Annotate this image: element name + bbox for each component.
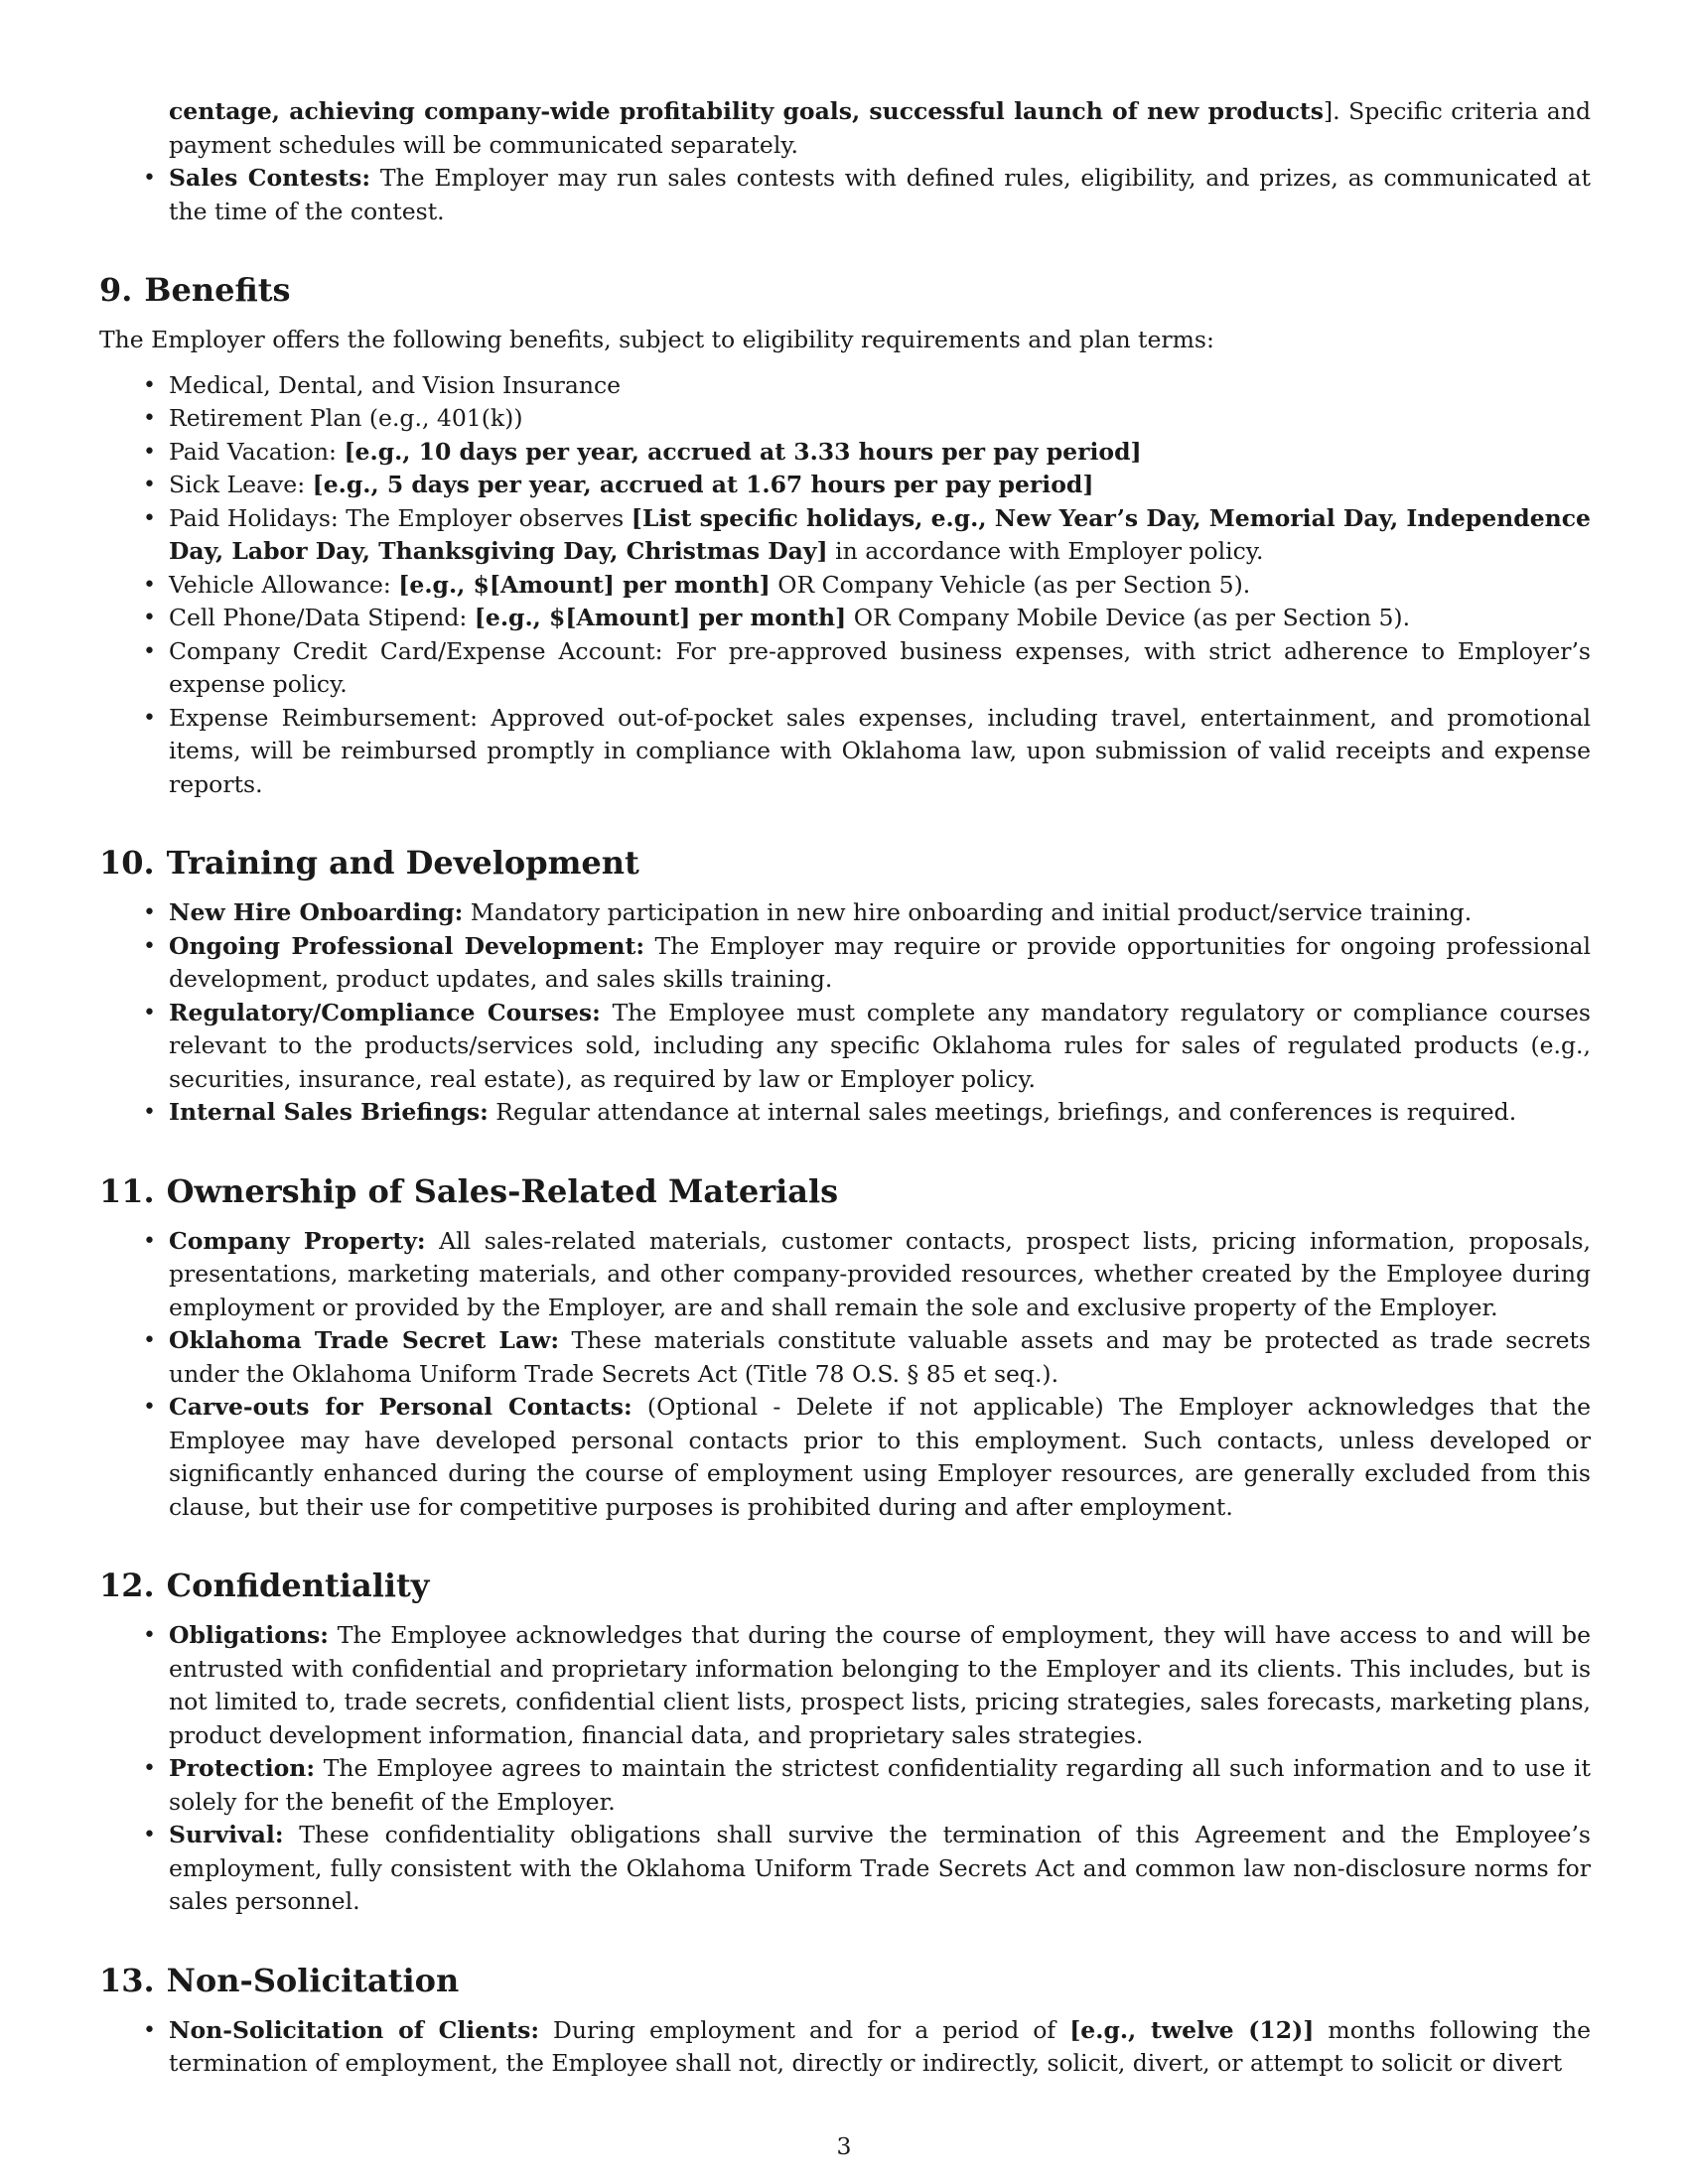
page-number: 3 <box>836 2132 852 2160</box>
section-heading-training: 10. Training and Development <box>99 844 639 882</box>
list-item: • Medical, Dental, and Vision Insurance <box>99 369 1591 403</box>
benefits-intro: The Employer offers the following benefits, subject to eligibility requirements and plan terms: <box>99 326 1214 353</box>
list-item: • Company Property: All sales-related materials, customer contacts, prospect lists, pricing information, proposals, presentations, marketing materials, and other company-provided resources, whether created by the Employee during employment or provided by the Employer, are and shall remain the sole and exclusive property of the Employer. <box>99 1225 1591 1325</box>
training-list <box>99 896 1591 1130</box>
list-item: • Retirement Plan (e.g., 401(k)) <box>99 402 1591 436</box>
bonus-list-continued <box>99 162 1591 228</box>
list-item: • Carve-outs for Personal Contacts: (Optional - Delete if not applicable) The Employer acknowledges that the Employee may have developed personal contacts prior to this employment. Such contacts, unless developed or significantly enhanced during the course of employment using Employer resources, are generally excluded from this clause, but their use for competitive purposes is prohibited during and after employment. <box>99 1391 1591 1524</box>
section-heading-confidentiality: 12. Confidentiality <box>99 1567 430 1604</box>
list-item: • Company Credit Card/Expense Account: For pre-approved business expenses, with strict adherence to Employer’s expense policy. <box>99 635 1591 702</box>
list-item-sales-contests: • Sales Contests: The Employer may run sales contests with defined rules, eligibility, and prizes, as communicated at the time of the contest. <box>99 162 1591 228</box>
continued-paragraph: centage, achieving company-wide profitability goals, successful launch of new products]. Specific criteria and payment schedules will be communicated separately. <box>169 97 1592 159</box>
document-page <box>99 95 1591 2081</box>
list-item: • Paid Holidays: The Employer observes [List specific holidays, e.g., New Year’s Day, Memorial Day, Independence Day, Labor Day, Thanksgiving Day, Christmas Day] in accordance with Employer policy. <box>99 502 1591 569</box>
list-item: • Ongoing Professional Development: The Employer may require or provide opportunities for ongoing professional development, product updates, and sales skills training. <box>99 930 1591 997</box>
ownership-list <box>99 1225 1591 1525</box>
list-item: • Sick Leave: [e.g., 5 days per year, accrued at 1.67 hours per pay period] <box>99 469 1591 502</box>
list-item: • Survival: These confidentiality obligations shall survive the termination of this Agreement and the Employee’s employment, fully consistent with the Oklahoma Uniform Trade Secrets Act and common law non-disclosure norms for sales personnel. <box>99 1819 1591 1919</box>
non-solicitation-list <box>99 2014 1591 2081</box>
section-heading-benefits: 9. Benefits <box>99 271 291 309</box>
list-item: • Paid Vacation: [e.g., 10 days per year, accrued at 3.33 hours per pay period] <box>99 436 1591 470</box>
list-item: • Non-Solicitation of Clients: During employment and for a period of [e.g., twelve (12)] months following the termination of employment, the Employee shall not, directly or indirectly, solicit, divert, or attempt to solicit or divert <box>99 2014 1591 2081</box>
list-item: • Protection: The Employee agrees to maintain the strictest confidentiality regarding all such information and to use it solely for the benefit of the Employer. <box>99 1752 1591 1819</box>
list-item: • Regulatory/Compliance Courses: The Employee must complete any mandatory regulatory or compliance courses relevant to the products/services sold, including any specific Oklahoma rules for sales of regulated products (e.g., securities, insurance, real estate), as required by law or Employer policy. <box>99 997 1591 1097</box>
list-item: • Obligations: The Employee acknowledges that during the course of employment, they will have access to and will be entrusted with confidential and proprietary information belonging to the Employer and its clients. This includes, but is not limited to, trade secrets, confidential client lists, prospect lists, pricing strategies, sales forecasts, marketing plans, product development information, financial data, and proprietary sales strategies. <box>99 1619 1591 1752</box>
list-item: • Cell Phone/Data Stipend: [e.g., $[Amount] per month] OR Company Mobile Device (as per Section 5). <box>99 602 1591 635</box>
benefits-list <box>99 369 1591 802</box>
section-heading-non-solicitation: 13. Non-Solicitation <box>99 1961 460 1999</box>
section-heading-ownership: 11. Ownership of Sales-Related Materials <box>99 1171 839 1210</box>
list-item: • Expense Reimbursement: Approved out-of-pocket sales expenses, including travel, entertainment, and promotional items, will be reimbursed promptly in compliance with Oklahoma law, upon submission of valid receipts and expense reports. <box>99 702 1591 802</box>
list-item: • Oklahoma Trade Secret Law: These materials constitute valuable assets and may be protected as trade secrets under the Oklahoma Uniform Trade Secrets Act (Title 78 O.S. § 85 et seq.). <box>99 1324 1591 1391</box>
confidentiality-list <box>99 1619 1591 1919</box>
list-item: • New Hire Onboarding: Mandatory participation in new hire onboarding and initial product/service training. <box>99 896 1591 930</box>
list-item: • Vehicle Allowance: [e.g., $[Amount] per month] OR Company Vehicle (as per Section 5). <box>99 569 1591 603</box>
list-item: • Internal Sales Briefings: Regular attendance at internal sales meetings, briefings, and conferences is required. <box>99 1096 1591 1130</box>
